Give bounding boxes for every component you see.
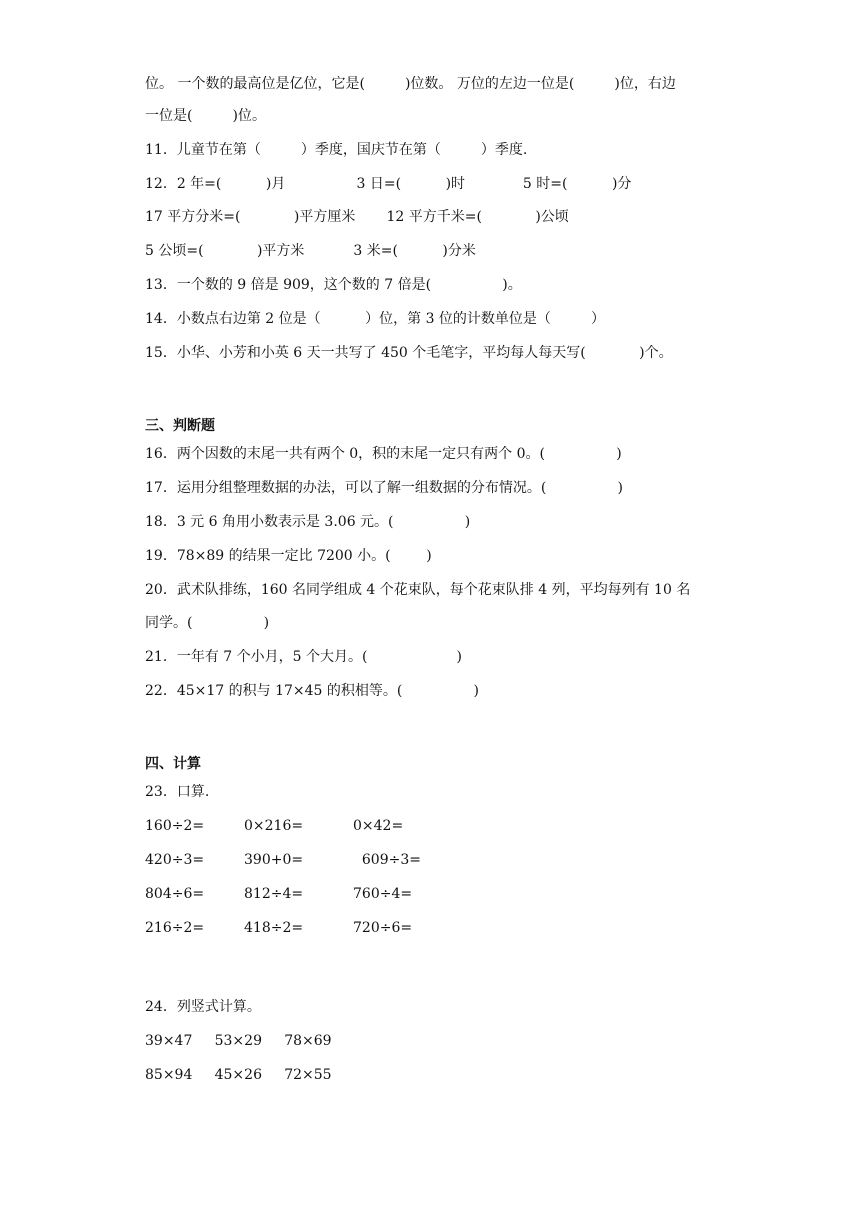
- question-13: 13．一个数的 9 倍是 909，这个数的 7 倍是( )。: [145, 277, 522, 293]
- question-15: 15．小华、小芳和小英 6 天一共写了 450 个毛笔字，平均每人每天写( )个。: [145, 345, 673, 361]
- question-10-line-2: 一位是( )位。: [145, 108, 266, 124]
- question-16: 16．两个因数的末尾一共有两个 0，积的末尾一定只有两个 0。( ): [145, 446, 622, 462]
- oral-item: 420÷3=: [145, 852, 205, 868]
- oral-item: 804÷6=: [145, 886, 205, 902]
- question-10-line-1: 位。 一个数的最高位是亿位，它是( )位数。 万位的左边一位是( )位，右边: [145, 76, 676, 92]
- oral-item: 609÷3=: [353, 852, 421, 868]
- oral-item: 760÷4=: [353, 886, 413, 902]
- oral-item: 720÷6=: [353, 920, 413, 936]
- section-heading-calc: 四、计算: [145, 756, 201, 772]
- oral-item: 418÷2=: [244, 920, 304, 936]
- vertical-calc-row-2: 85×94 45×26 72×55: [145, 1067, 332, 1083]
- oral-item: 390+0=: [244, 852, 304, 868]
- question-12-row-1: 12．2 年=( )月 3 日=( )时 5 时=( )分: [145, 176, 632, 192]
- question-22: 22．45×17 的积与 17×45 的积相等。( ): [145, 683, 480, 699]
- question-12-row-2: 17 平方分米=( )平方厘米 12 平方千米=( )公顷: [145, 209, 569, 225]
- question-12-row-3: 5 公顷=( )平方米 3 米=( )分米: [145, 243, 476, 259]
- vertical-calc-row-1: 39×47 53×29 78×69: [145, 1033, 332, 1049]
- question-20-line-1: 20．武术队排练，160 名同学组成 4 个花束队，每个花束队排 4 列，平均每列有 10 名: [145, 582, 691, 598]
- oral-item: 216÷2=: [145, 920, 205, 936]
- question-17: 17．运用分组整理数据的办法，可以了解一组数据的分布情况。( ): [145, 480, 623, 496]
- question-18: 18．3 元 6 角用小数表示是 3.06 元。( ): [145, 514, 471, 530]
- oral-item: 0×216=: [244, 818, 304, 834]
- oral-item: 160÷2=: [145, 818, 205, 834]
- question-23: 23．口算.: [145, 784, 210, 800]
- oral-item: 0×42=: [353, 818, 404, 834]
- oral-item: 812÷4=: [244, 886, 304, 902]
- question-21: 21．一年有 7 个小月，5 个大月。( ): [145, 649, 462, 665]
- question-14: 14．小数点右边第 2 位是（ ）位，第 3 位的计数单位是（ ）: [145, 311, 605, 327]
- question-20-line-2: 同学。( ): [145, 615, 270, 631]
- section-heading-judge: 三、判断题: [145, 418, 215, 434]
- question-11: 11．儿童节在第（ ）季度，国庆节在第（ ）季度.: [145, 142, 528, 158]
- question-19: 19．78×89 的结果一定比 7200 小。( ): [145, 548, 432, 564]
- question-24: 24．列竖式计算。: [145, 999, 261, 1015]
